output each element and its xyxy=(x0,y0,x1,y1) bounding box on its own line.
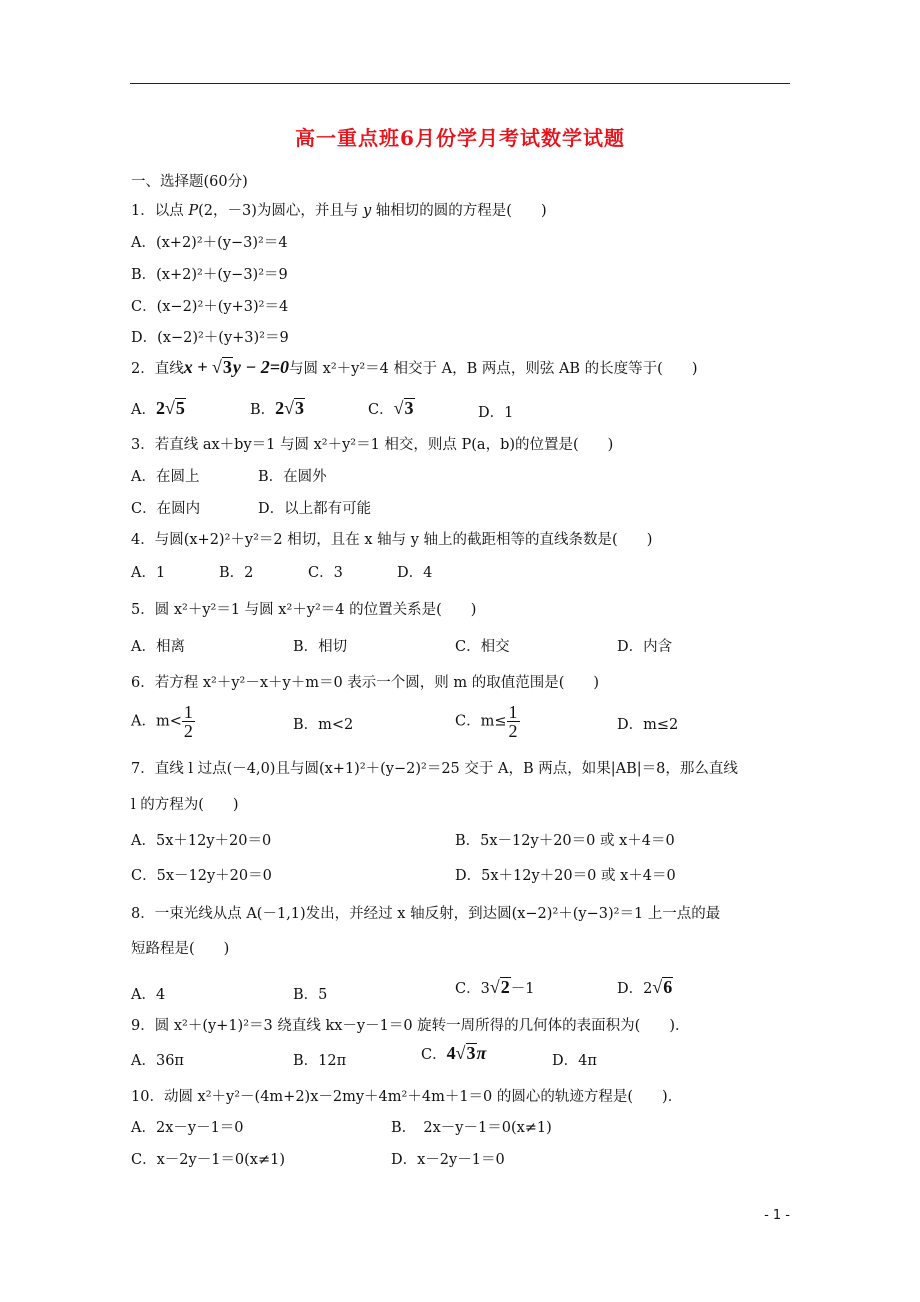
question-10-stem: 10．动圆 x²＋y²－(4m+2)x－2my＋4m²＋4m＋1＝0 的圆心的轨迹方程是( )． xyxy=(131,1089,683,1105)
question-6-option-c: C．m≤ $\frac{1}{2}$ xyxy=(455,702,518,741)
question-7-option-d: D．5x＋12y＋20＝0 或 x＋4＝0 xyxy=(455,868,676,884)
question-6-option-d: D．m≤2 xyxy=(617,717,679,733)
fraction-one-half: $\frac{1}{2}$ xyxy=(183,702,193,741)
question-9-option-d: D．4π xyxy=(552,1053,597,1069)
question-3-stem: 3．若直线 ax＋by＝1 与圆 x²＋y²＝1 相交，则点 P(a，b)的位置是( ) xyxy=(131,437,614,453)
question-9-option-b: B．12π xyxy=(293,1053,347,1069)
question-5-option-c: C．相交 xyxy=(455,639,510,655)
question-4-option-d: D．4 xyxy=(397,565,433,581)
fraction-one-half: $\frac{1}{2}$ xyxy=(508,702,518,741)
question-1-option-c: C．(x−2)²＋(y+3)²＝4 xyxy=(131,299,289,315)
question-8-stem-line-2: 短路程是( ) xyxy=(131,941,230,957)
question-3-option-b: B．在圆外 xyxy=(258,469,327,485)
question-6-option-a: A．m< $\frac{1}{2}$ xyxy=(131,702,193,741)
question-1-option-b: B．(x+2)²＋(y−3)²＝9 xyxy=(131,267,288,283)
question-4-stem: 4．与圆(x+2)²＋y²＝2 相切，且在 x 轴与 y 轴上的截距相等的直线条数是( ) xyxy=(131,532,653,548)
question-8-stem-line-1: 8．一束光线从点 A(－1,1)发出，并经过 x 轴反射，到达圆(x−2)²＋(y−3)²＝1 上一点的最 xyxy=(131,906,721,922)
question-4-option-c: C．3 xyxy=(308,565,343,581)
question-5-stem: 5．圆 x²＋y²＝1 与圆 x²＋y²＝4 的位置关系是( ) xyxy=(131,602,477,618)
question-4-option-b: B．2 xyxy=(219,565,254,581)
question-7-stem-line-2: l 的方程为( ) xyxy=(131,797,239,813)
question-9-option-c: C．4√3π xyxy=(421,1043,487,1063)
question-2-option-c: C．√3 xyxy=(368,398,414,418)
question-8-option-a: A．4 xyxy=(131,987,166,1003)
question-3-option-d: D．以上都有可能 xyxy=(258,501,372,517)
question-2-stem: 2．直线x + √3y − 2=0与圆 x²＋y²＝4 相交于 A，B 两点，则弦 AB 的长度等于( ) xyxy=(131,357,698,377)
question-3-option-a: A．在圆上 xyxy=(131,469,200,485)
question-7-option-c: C．5x－12y＋20＝0 xyxy=(131,868,272,884)
question-10-option-a: A．2x－y－1＝0 xyxy=(131,1120,244,1136)
question-1-stem: 1．以点 P(2，－3)为圆心，并且与 y 轴相切的圆的方程是( ) xyxy=(131,203,547,219)
question-5-option-d: D．内含 xyxy=(617,639,673,655)
question-7-option-a: A．5x＋12y＋20＝0 xyxy=(131,833,272,849)
question-2-option-a: A．2√5 xyxy=(131,398,185,418)
question-9-stem: 9．圆 x²＋(y+1)²＝3 绕直线 kx－y－1＝0 旋转一周所得的几何体的表面积为( )． xyxy=(131,1018,690,1034)
question-7-option-b: B．5x－12y＋20＝0 或 x＋4＝0 xyxy=(455,833,675,849)
question-1-option-a: A．(x+2)²＋(y−3)²＝4 xyxy=(131,235,288,251)
question-5-option-b: B．相切 xyxy=(293,639,348,655)
question-3-option-c: C．在圆内 xyxy=(131,501,201,517)
question-6-option-b: B．m<2 xyxy=(293,717,354,733)
question-9-option-a: A．36π xyxy=(131,1053,184,1069)
question-8-option-b: B．5 xyxy=(293,987,328,1003)
question-2-line-equation: x + √3y − 2=0 xyxy=(183,357,290,377)
question-10-option-d: D．x－2y－1＝0 xyxy=(391,1152,505,1168)
question-8-option-d: D．2√6 xyxy=(617,977,673,997)
question-5-option-a: A．相离 xyxy=(131,639,185,655)
question-10-option-c: C．x－2y－1＝0(x≠1) xyxy=(131,1152,286,1168)
question-4-option-a: A．1 xyxy=(131,565,166,581)
question-2-option-b: B．2√3 xyxy=(250,398,305,418)
page-number: - 1 - xyxy=(764,1208,790,1223)
question-10-option-b: B． 2x－y－1＝0(x≠1) xyxy=(391,1120,552,1136)
header-rule xyxy=(130,83,790,84)
question-1-option-d: D．(x−2)²＋(y+3)²＝9 xyxy=(131,330,289,346)
page-title: 高一重点班6月份学月考试数学试题 xyxy=(295,126,625,150)
question-6-stem: 6．若方程 x²＋y²－x＋y＋m＝0 表示一个圆，则 m 的取值范围是( ) xyxy=(131,675,600,691)
section-heading: 一、选择题(60分) xyxy=(131,174,248,190)
question-2-option-d: D．1 xyxy=(478,405,514,421)
question-7-stem-line-1: 7．直线 l 过点(－4,0)且与圆(x+1)²＋(y−2)²＝25 交于 A，B 两点，如果|AB|＝8，那么直线 xyxy=(131,761,738,777)
question-8-option-c: C．3√2－1 xyxy=(455,977,535,997)
